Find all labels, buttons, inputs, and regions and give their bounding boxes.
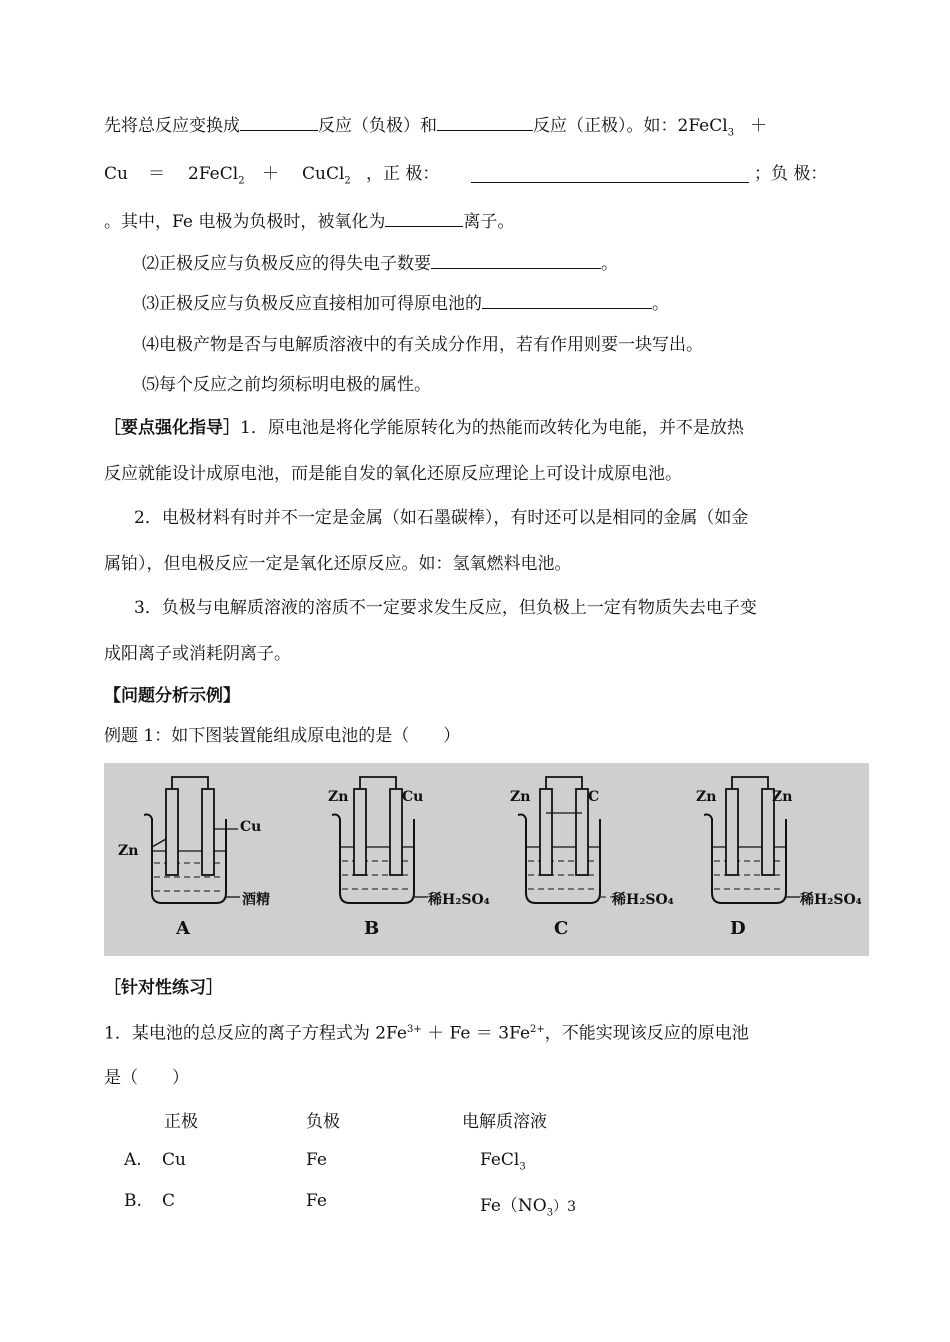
text-segment: ，正 极： — [366, 164, 440, 184]
guide-line-2: 反应就能设计成原电池，而是能自发的氧化还原反应理论上可设计成原电池。 — [104, 464, 682, 484]
header-negative: 负极 — [306, 1112, 340, 1132]
guide-line-3: 2．电极材料有时并不一定是金属（如石墨碳棒），有时还可以是相同的金属（如金 — [134, 508, 749, 528]
label-b-right: Cu — [402, 789, 424, 805]
guide-heading: ［要点强化指导］ — [104, 418, 240, 438]
list-item-5: ⑸每个反应之前均须标明电极的属性。 — [142, 375, 431, 395]
text-segment: ；负 极： — [754, 164, 828, 184]
option-b-electrolyte: $Fe(NO_3)3$ — [480, 1196, 577, 1219]
guide-line-6: 成阳离子或消耗阴离子。 — [104, 644, 291, 664]
paragraph-line-2 — [104, 162, 844, 186]
label-d-left: Zn — [696, 789, 717, 805]
label-a-letter: A — [176, 918, 190, 939]
label-c-solution: 稀H₂SO₄ — [612, 892, 674, 908]
option-b-positive: C — [162, 1191, 176, 1211]
label-c-letter: C — [554, 918, 569, 939]
label-b-left: Zn — [328, 789, 349, 805]
answer-blank[interactable] — [482, 292, 652, 309]
list-item-3: ⑶正极反应与负极反应直接相加可得原电池的 。 — [142, 294, 669, 314]
option-a-negative: Fe — [306, 1150, 327, 1170]
battery-figure — [104, 763, 869, 956]
text-segment: 反应（正极）。如：2FeCl — [533, 116, 728, 136]
text-segment: ＋ — [750, 116, 768, 136]
option-a-positive: Cu — [162, 1150, 186, 1170]
option-a-electrolyte: FeCl$_3$ — [480, 1150, 526, 1173]
text-segment: 。其中，Fe 电极为负极时，被氧化为 — [104, 212, 386, 232]
paragraph-line-1 — [104, 114, 767, 145]
answer-blank[interactable] — [240, 114, 318, 131]
guide-line-4: 属铂），但电极反应一定是氧化还原反应。如：氢氧燃料电池。 — [104, 554, 572, 574]
label-c-left: Zn — [510, 789, 531, 805]
label-d-right: Zn — [772, 789, 793, 805]
label-b-letter: B — [364, 918, 380, 939]
option-a-label[interactable]: A. — [124, 1150, 142, 1170]
answer-blank[interactable] — [385, 210, 463, 227]
answer-blank-positive[interactable] — [471, 166, 749, 183]
label-d-solution: 稀H₂SO₄ — [800, 892, 862, 908]
question-1-line-2: 是（ ） — [104, 1068, 189, 1088]
beaker-c — [518, 777, 614, 903]
subscript: 3 — [727, 127, 735, 139]
paragraph-line-3 — [104, 210, 514, 234]
label-d-letter: D — [730, 918, 746, 939]
option-b-negative: Fe — [306, 1191, 327, 1211]
label-a-left: Zn — [118, 843, 139, 859]
example-1: 例题 1：如下图装置能组成原电池的是（ ） — [104, 726, 461, 746]
practice-heading: ［针对性练习］ — [104, 978, 223, 998]
list-item-4: ⑷电极产物是否与电解质溶液中的有关成分作用，若有作用则要一块写出。 — [142, 335, 703, 355]
answer-blank[interactable] — [437, 114, 533, 131]
question-1-line-1: 1．某电池的总反应的离子方程式为 $2Fe^{3+} + Fe = 3Fe^{2+}$，不能实现该反应的原电池 — [104, 1023, 749, 1044]
label-a-solution: 酒精 — [242, 892, 270, 908]
list-item-2: ⑵正极反应与负极反应的得失电子数要 。 — [142, 254, 618, 274]
formula-fecl2: 2FeCl$_2$ — [188, 164, 245, 187]
beaker-a — [144, 777, 240, 903]
option-b-label[interactable]: B. — [124, 1191, 142, 1211]
beakers-diagram — [104, 763, 869, 956]
text-segment: ＋ — [262, 164, 279, 184]
text-segment: 先将总反应变换成 — [104, 116, 240, 136]
text-segment: 反应（负极）和 — [318, 116, 437, 136]
guide-line-5: 3．负极与电解质溶液的溶质不一定要求发生反应，但负极上一定有物质失去电子变 — [134, 598, 757, 618]
label-a-right: Cu — [240, 819, 262, 835]
guide-line-1: ［要点强化指导］1．原电池是将化学能原转化为的热能而改转化为电能，并不是放热 — [104, 418, 744, 438]
text-segment: 离子。 — [463, 212, 515, 232]
header-electrolyte: 电解质溶液 — [462, 1112, 547, 1132]
answer-blank[interactable] — [431, 252, 601, 269]
formula-cucl2: CuCl$_2$ — [302, 164, 351, 187]
header-positive: 正极 — [164, 1112, 198, 1132]
analysis-heading: 【问题分析示例】 — [104, 686, 240, 706]
text-segment: ＝ — [148, 164, 165, 184]
label-c-right: C — [588, 789, 600, 805]
label-b-solution: 稀H₂SO₄ — [428, 892, 490, 908]
text-segment: Cu — [104, 164, 128, 184]
